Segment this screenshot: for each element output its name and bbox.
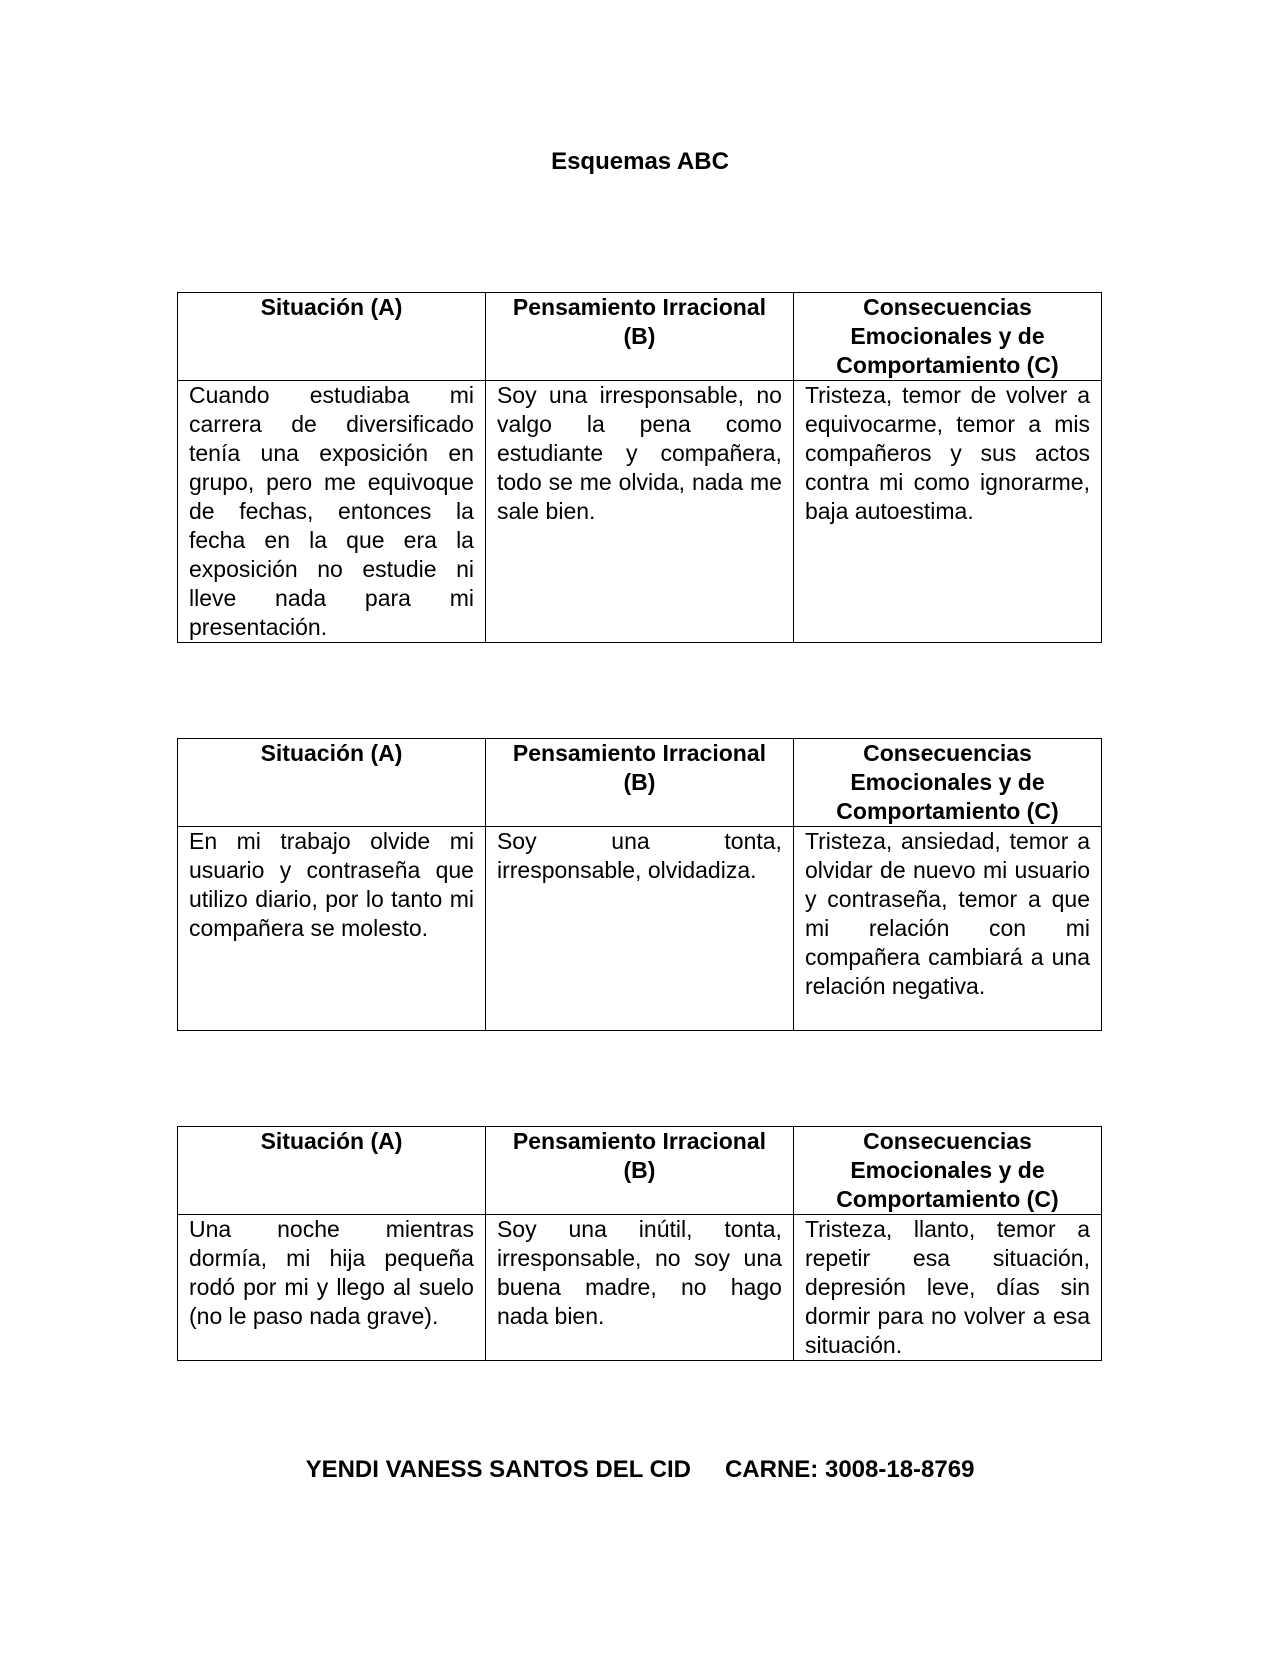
cell-situacion: En mi trabajo olvide mi usuario y contraseña que utilizo diario, por lo tanto mi compañera se molesto. <box>178 827 486 1031</box>
cell-pensamiento: Soy una tonta, irresponsable, olvidadiza. <box>485 827 793 1031</box>
header-situacion: Situación (A) <box>178 1127 486 1215</box>
author-name: YENDI VANESS SANTOS DEL CID <box>305 1456 691 1483</box>
cell-pensamiento: Soy una irresponsable, no valgo la pena como estudiante y compañera, todo se me olvida, nada me sale bien. <box>485 381 793 643</box>
table-header-row <box>178 739 1102 827</box>
table-header-row <box>178 293 1102 381</box>
cell-consecuencias: Tristeza, ansiedad, temor a olvidar de nuevo mi usuario y contraseña, temor a que mi relación con mi compañera cambiará a una relación negativa. <box>793 827 1101 1031</box>
table-row <box>178 381 1102 643</box>
abc-table-2 <box>177 738 1102 1031</box>
header-consecuencias: Consecuencias Emocionales y de Comportamiento (C) <box>793 293 1101 381</box>
header-pensamiento: Pensamiento Irracional (B) <box>485 293 793 381</box>
cell-situacion: Cuando estudiaba mi carrera de diversificado tenía una exposición en grupo, pero me equivoque de fechas, entonces la fecha en la que era la exposición no estudie ni lleve nada para mi presentación. <box>178 381 486 643</box>
author-carne: CARNE: 3008-18-8769 <box>724 1456 975 1483</box>
table-row <box>178 827 1102 1031</box>
abc-table-1 <box>177 292 1102 643</box>
cell-pensamiento: Soy una inútil, tonta, irresponsable, no soy una buena madre, no hago nada bien. <box>485 1215 793 1361</box>
abc-table-3 <box>177 1126 1102 1361</box>
author-footer <box>0 1456 1280 1484</box>
document-title: Esquemas ABC <box>551 148 729 175</box>
header-pensamiento: Pensamiento Irracional (B) <box>485 1127 793 1215</box>
table-header-row <box>178 1127 1102 1215</box>
cell-consecuencias: Tristeza, llanto, temor a repetir esa situación, depresión leve, días sin dormir para no volver a esa situación. <box>793 1215 1101 1361</box>
header-pensamiento: Pensamiento Irracional (B) <box>485 739 793 827</box>
header-situacion: Situación (A) <box>178 293 486 381</box>
header-consecuencias: Consecuencias Emocionales y de Comportamiento (C) <box>793 1127 1101 1215</box>
cell-situacion: Una noche mientras dormía, mi hija pequeña rodó por mi y llego al suelo (no le paso nada grave). <box>178 1215 486 1361</box>
header-consecuencias: Consecuencias Emocionales y de Comportamiento (C) <box>793 739 1101 827</box>
cell-consecuencias: Tristeza, temor de volver a equivocarme, temor a mis compañeros y sus actos contra mi como ignorarme, baja autoestima. <box>793 381 1101 643</box>
table-row <box>178 1215 1102 1361</box>
header-situacion: Situación (A) <box>178 739 486 827</box>
